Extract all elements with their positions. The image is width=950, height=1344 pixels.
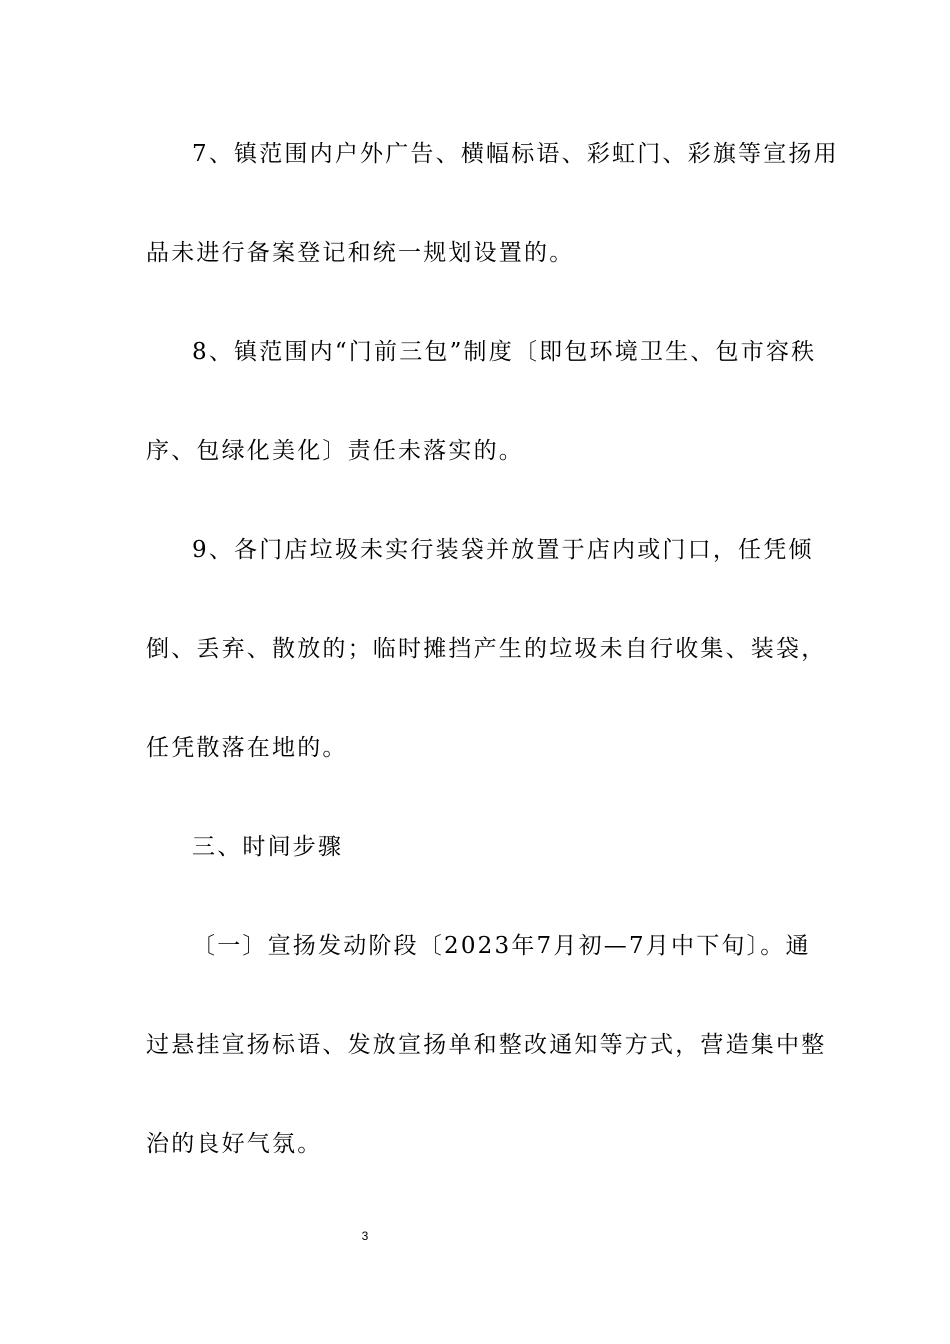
paragraph-9-line-3: 任凭散落在地的。 [146,735,348,761]
paragraph-7-line-2: 品未进行备案登记和统一规划设置的。 [146,240,575,266]
paragraph-8-line-1: 8、镇范围内“门前三包”制度〔即包环境卫生、包市容秩 [192,339,817,365]
stage-1-line-3: 治的良好气氛。 [146,1131,323,1157]
paragraph-8-line-2: 序、包绿化美化〕责任未落实的。 [146,438,524,464]
paragraph-7-line-1: 7、镇范围内户外广告、横幅标语、彩虹门、彩旗等宣扬用 [192,141,839,167]
page-number: 3 [361,1229,369,1243]
paragraph-9-line-2: 倒、丢弃、散放的；临时摊挡产生的垃圾未自行收集、装袋， [146,636,827,662]
paragraph-9-line-1: 9、各门店垃圾未实行装袋并放置于店内或门口，任凭倾 [192,537,814,563]
stage-1-line-1: 〔一〕宣扬发动阶段〔2023年7月初—7月中下旬〕。通 [192,933,811,959]
section-heading-time-steps: 三、时间步骤 [192,834,344,860]
stage-1-line-2: 过悬挂宣扬标语、发放宣扬单和整改通知等方式，营造集中整 [146,1032,827,1058]
